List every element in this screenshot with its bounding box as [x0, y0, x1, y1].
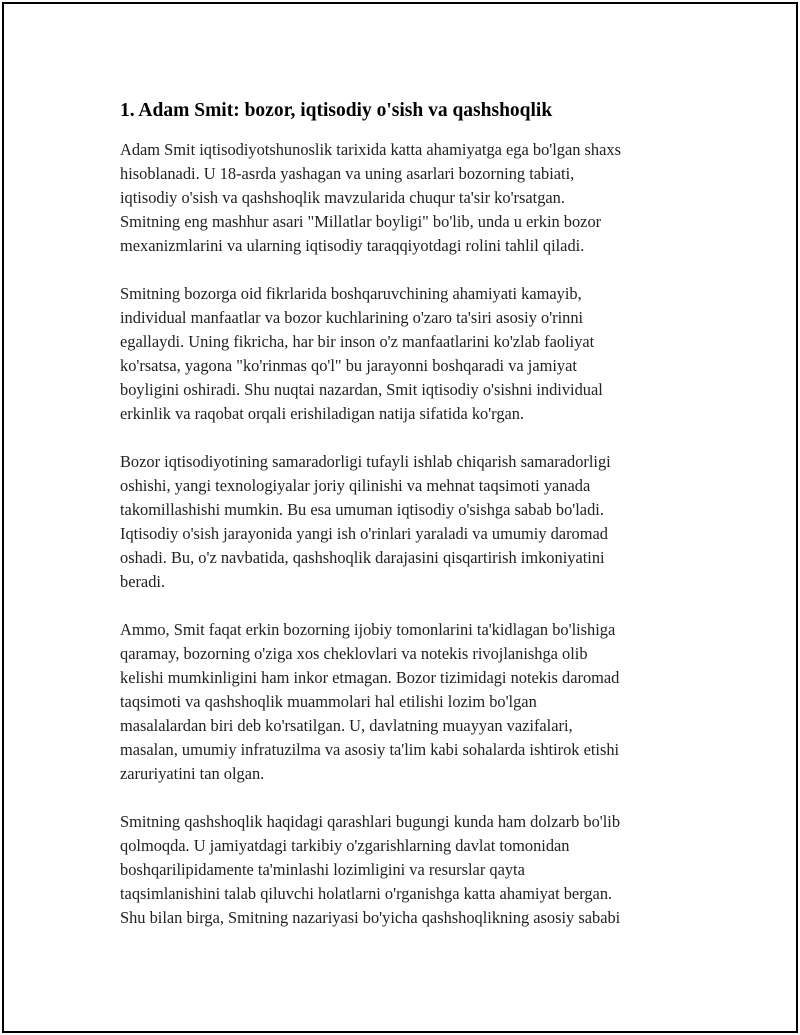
paragraph-5: Smitning qashshoqlik haqidagi qarashlari bugungi kunda ham dolzarb bo'lib qolmoqda. U jamiyatdagi tarkibiy o'zgarishlarning davlat tomonidan boshqarilipidamente ta'minlashi lozimligini va resurslar qayta taqsimlanishini talab qiluvchi holatlarni o'rganishga katta ahamiyat bergan. Shu bilan birga, Smitning nazariyasi bo'yicha qashshoqlikning asosiy sababi — [120, 812, 621, 927]
page-frame — [2, 2, 798, 1033]
document-body — [120, 138, 700, 954]
paragraph-2: Smitning bozorga oid fikrlarida boshqaruvchining ahamiyati kamayib, individual manfaatlar va bozor kuchlarining o'zaro ta'siri asosiy o'rinni egallaydi. Uning fikricha, har bir inson o'z manfaatlarini ko'zlab faoliyat ko'rsatsa, yagona "ko'rinmas qo'l" bu jarayonni boshqaradi va jamiyat boyligini oshiradi. Shu nuqtai nazardan, Smit iqtisodiy o'sishni individual erkinlik va raqobat orqali erishiladigan natija sifatida ko'rgan. — [120, 284, 603, 423]
document-title: 1. Adam Smit: bozor, iqtisodiy o'sish va qashshoqlik — [120, 100, 553, 121]
paragraph-1: Adam Smit iqtisodiyotshunoslik tarixida katta ahamiyatga ega bo'lgan shaxs hisoblanadi. U 18-asrda yashagan va uning asarlari bozorning tabiati, iqtisodiy o'sish va qashshoqlik mavzularida chuqur ta'sir ko'rsatgan. Smitning eng mashhur asari "Millatlar boyligi" bo'lib, unda u erkin bozor mexanizmlarini va ularning iqtisodiy taraqqiyotdagi rolini tahlil qiladi. — [120, 140, 621, 255]
paragraph-3: Bozor iqtisodiyotining samaradorligi tufayli ishlab chiqarish samaradorligi oshishi, yangi texnologiyalar joriy qilinishi va mehnat taqsimoti yanada takomillashishi mumkin. Bu esa umuman iqtisodiy o'sishga sabab bo'ladi. Iqtisodiy o'sish jarayonida yangi ish o'rinlari yaraladi va umumiy daromad oshadi. Bu, o'z navbatida, qashshoqlik darajasini qisqartirish imkoniyatini beradi. — [120, 452, 611, 591]
paragraph-4: Ammo, Smit faqat erkin bozorning ijobiy tomonlarini ta'kidlagan bo'lishiga qaramay, bozorning o'ziga xos cheklovlari va notekis rivojlanishga olib kelishi mumkinligini ham inkor etmagan. Bozor tizimidagi notekis daromad taqsimoti va qashshoqlik muammolari hal etilishi lozim bo'lgan masalalardan biri deb ko'rsatilgan. U, davlatning muayyan vazifalari, masalan, umumiy infratuzilma va asosiy ta'lim kabi sohalarda ishtirok etishi zaruriyatini tan olgan. — [120, 620, 620, 783]
